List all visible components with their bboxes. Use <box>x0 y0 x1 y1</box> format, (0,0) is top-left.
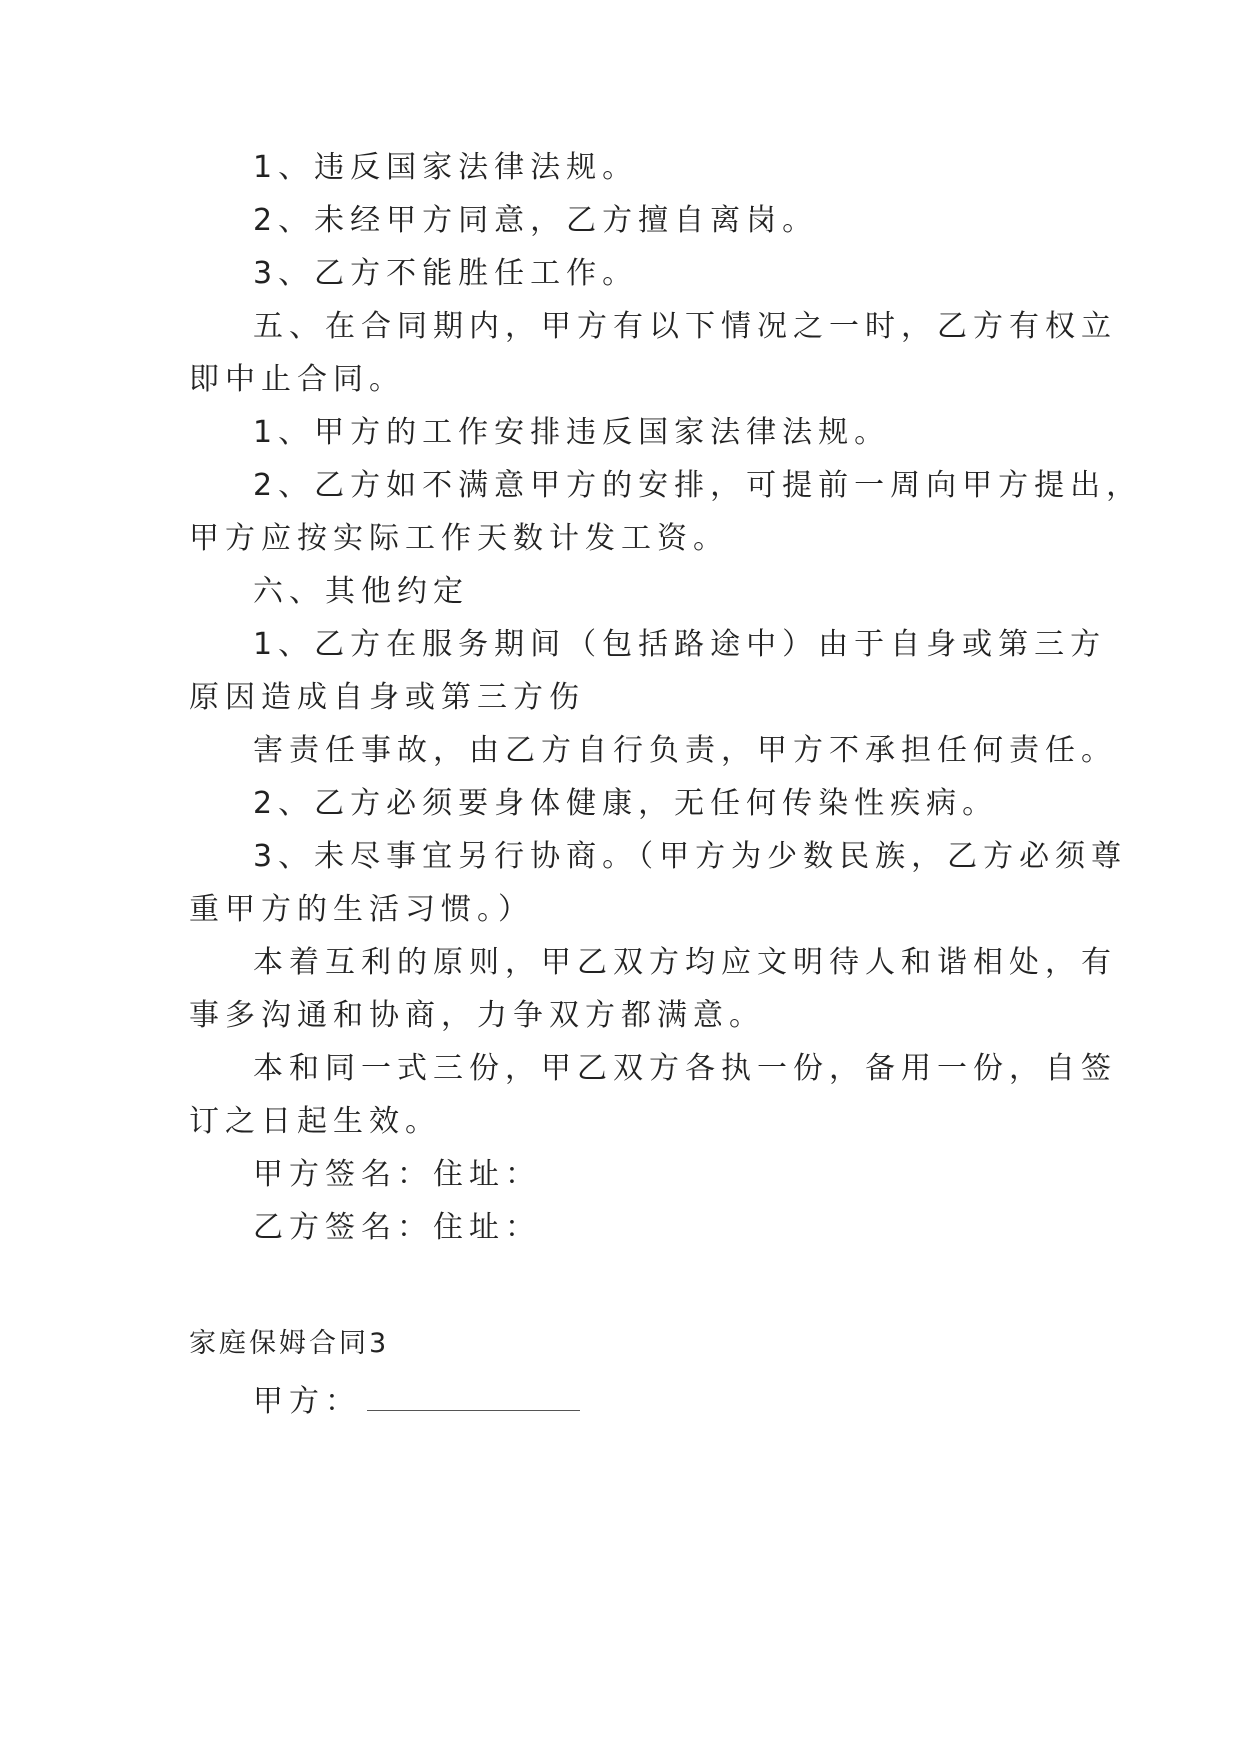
party-a-field <box>253 1382 580 1420</box>
clause-line: 1、甲方的工作安排违反国家法律法规。 <box>253 415 891 450</box>
clause-heading: 五、在合同期内，甲方有以下情况之一时，乙方有权立 <box>253 309 1117 344</box>
section-title: 家庭保姆合同3 <box>189 1328 390 1359</box>
party-a-blank <box>367 1382 580 1411</box>
clause-line: 原因造成自身或第三方伤 <box>189 680 585 715</box>
clause-line: 本和同一式三份，甲乙双方各执一份，备用一份，自签 <box>253 1051 1117 1086</box>
signature-line-party-a: 甲方签名：住址： <box>253 1157 541 1192</box>
party-a-label: 甲方： <box>253 1384 361 1419</box>
signature-line-party-b: 乙方签名：住址： <box>253 1210 541 1245</box>
clause-line: 2、乙方必须要身体健康，无任何传染性疾病。 <box>253 786 999 821</box>
clause-line: 3、未尽事宜另行协商。（甲方为少数民族，乙方必须尊 <box>253 839 1128 874</box>
clause-line: 订之日起生效。 <box>189 1104 441 1139</box>
clause-line: 即中止合同。 <box>189 362 405 397</box>
clause-line: 1、违反国家法律法规。 <box>253 150 639 185</box>
clause-heading: 六、其他约定 <box>253 574 469 609</box>
clause-line: 2、乙方如不满意甲方的安排，可提前一周向甲方提出， <box>253 468 1143 503</box>
clause-line: 重甲方的生活习惯。） <box>189 892 534 927</box>
clause-line: 事多沟通和协商，力争双方都满意。 <box>189 998 765 1033</box>
clause-line: 1、乙方在服务期间（包括路途中）由于自身或第三方 <box>253 627 1107 662</box>
clause-line: 甲方应按实际工作天数计发工资。 <box>189 521 729 556</box>
clause-line: 3、乙方不能胜任工作。 <box>253 256 639 291</box>
clause-line: 害责任事故，由乙方自行负责，甲方不承担任何责任。 <box>253 733 1117 768</box>
clause-line: 2、未经甲方同意，乙方擅自离岗。 <box>253 203 819 238</box>
clause-line: 本着互利的原则，甲乙双方均应文明待人和谐相处，有 <box>253 945 1117 980</box>
